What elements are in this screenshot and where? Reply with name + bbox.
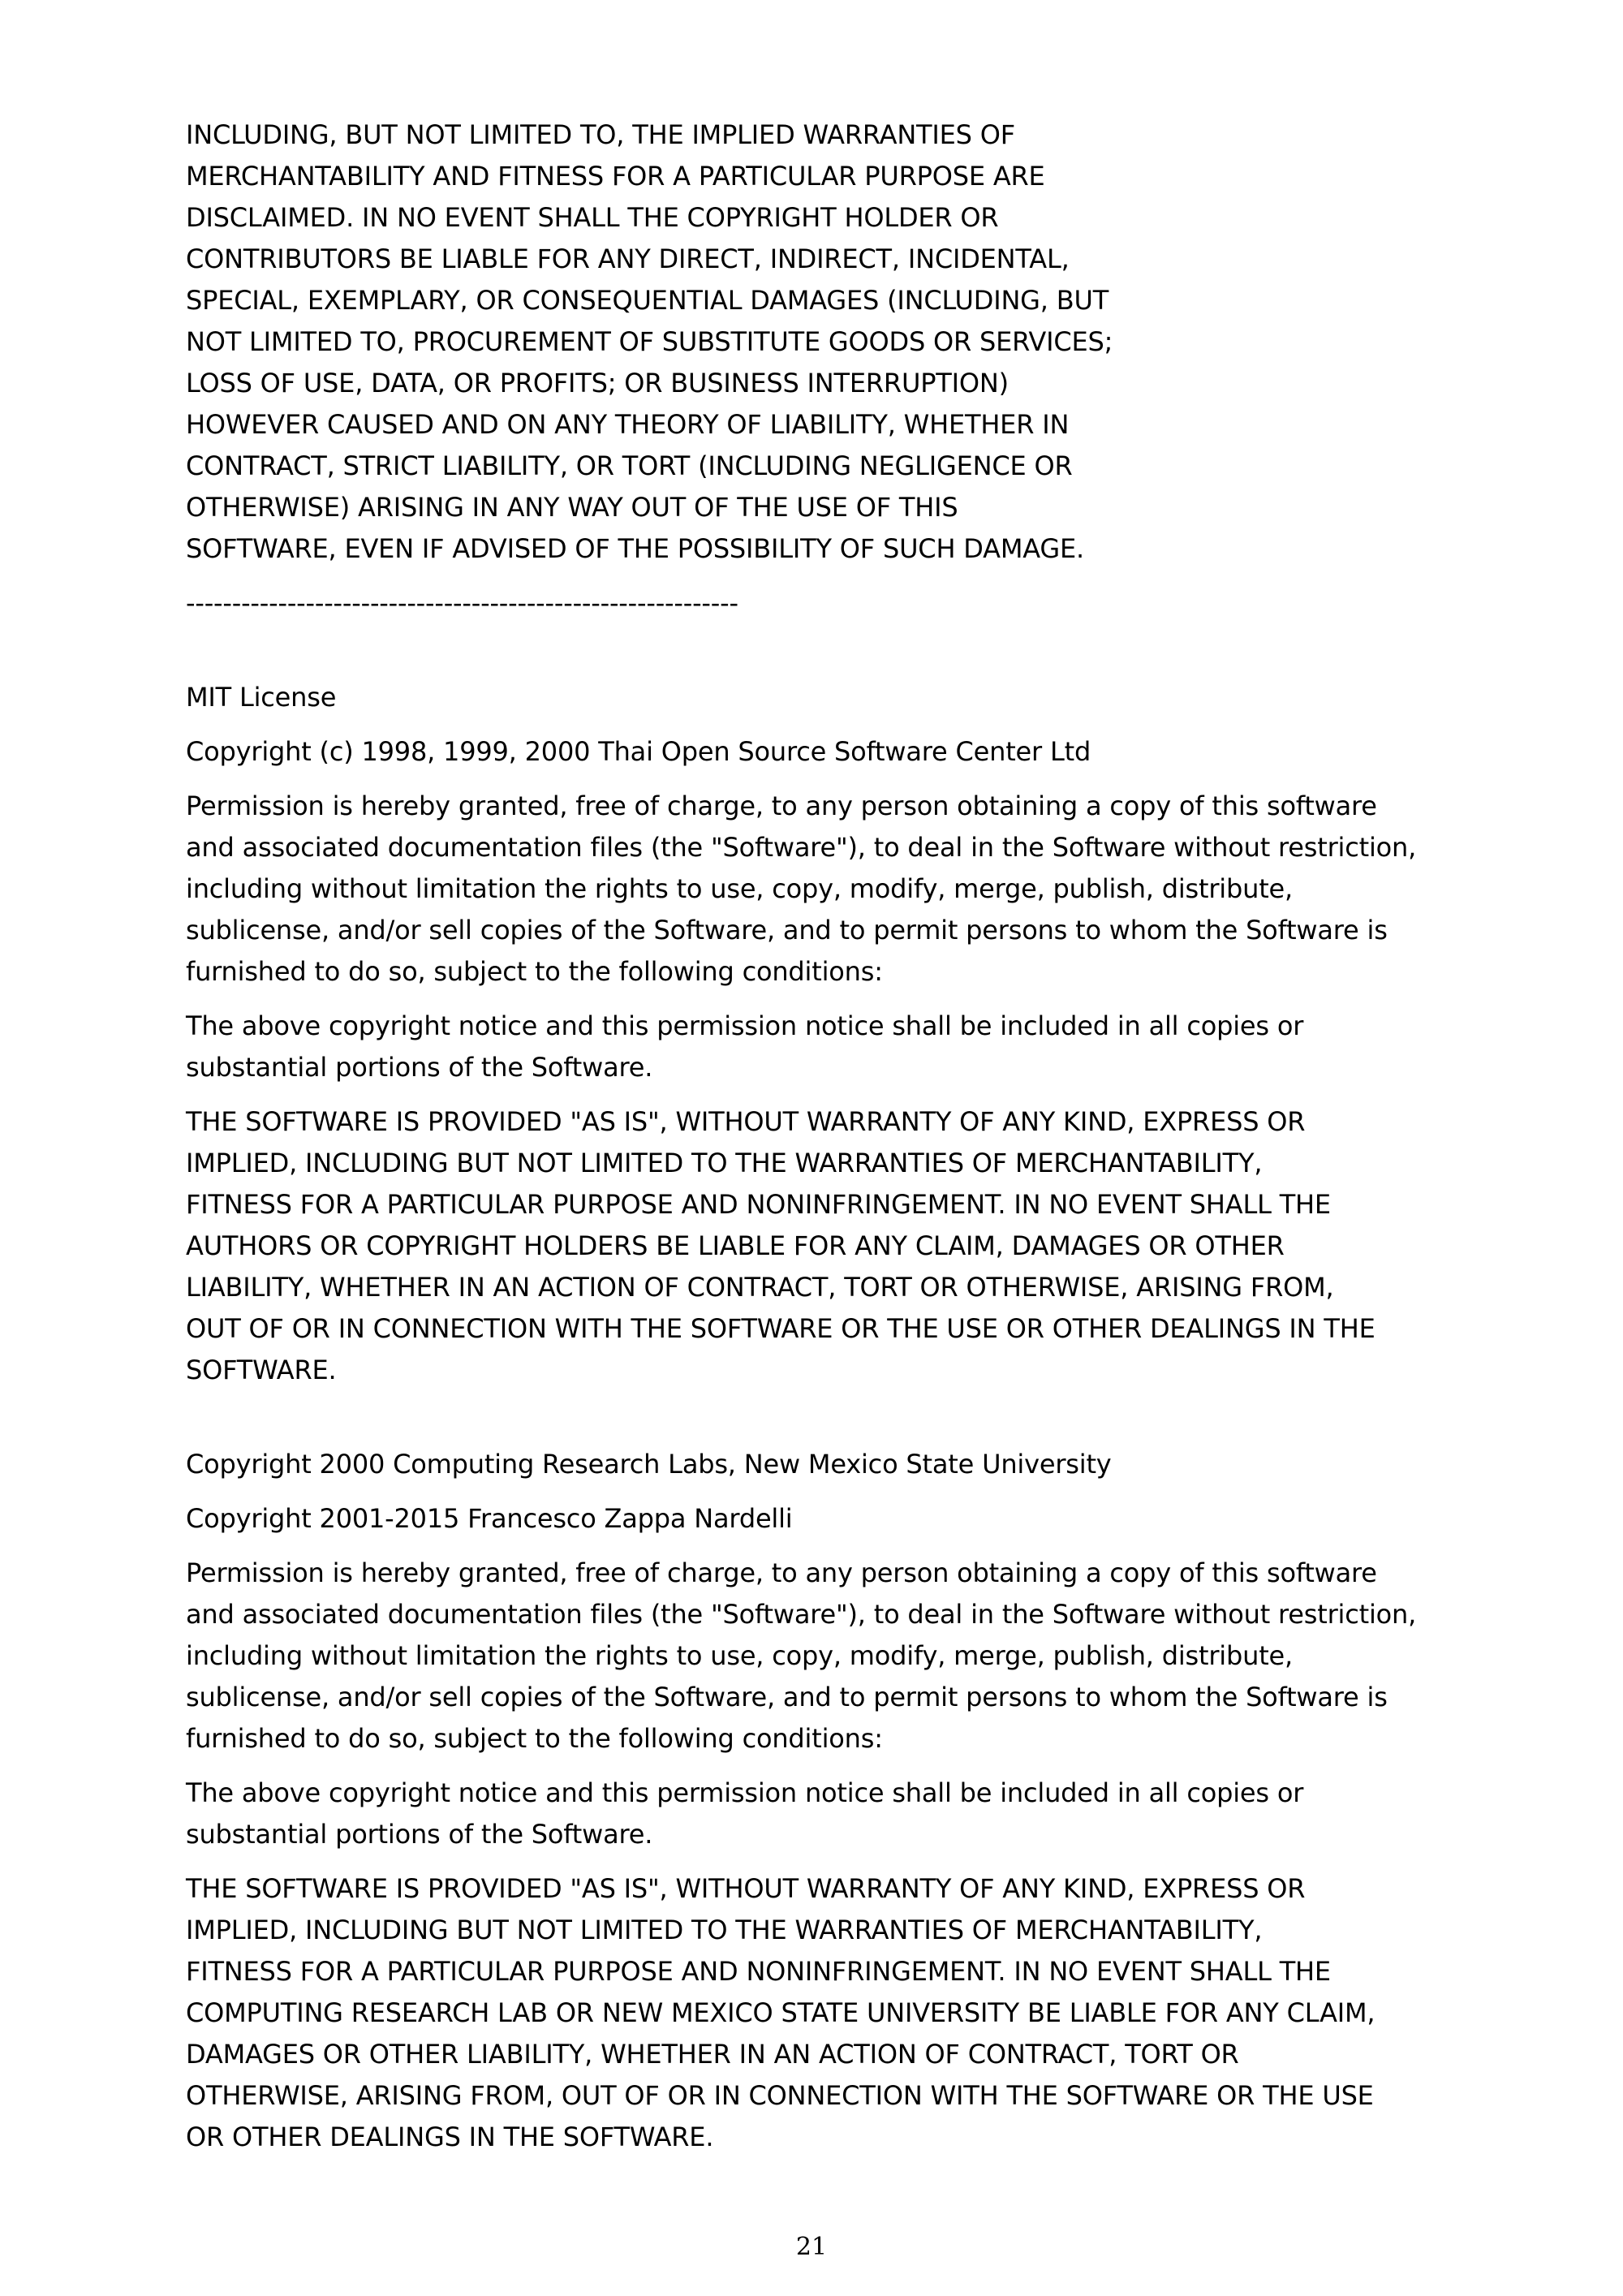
copyright-line: Copyright 2001-2015 Francesco Zappa Nardelli (186, 1503, 793, 1534)
warranty-line: OUT OF OR IN CONNECTION WITH THE SOFTWARE OR THE USE OR OTHER DEALINGS IN THE (186, 1313, 1375, 1344)
warranty-line: AUTHORS OR COPYRIGHT HOLDERS BE LIABLE FOR ANY CLAIM, DAMAGES OR OTHER (186, 1230, 1285, 1261)
separator-text: ------------------------------------------------------------ (186, 588, 738, 618)
permission-line: sublicense, and/or sell copies of the Software, and to permit persons to whom the Software is (186, 915, 1388, 946)
mit-permission-paragraph (186, 786, 1500, 993)
crl-copyright (186, 1444, 1500, 1485)
disclaimer-line: NOT LIMITED TO, PROCUREMENT OF SUBSTITUTE GOODS OR SERVICES; (186, 326, 1113, 357)
warranty-line: OTHERWISE, ARISING FROM, OUT OF OR IN CONNECTION WITH THE SOFTWARE OR THE USE (186, 2080, 1374, 2111)
disclaimer-line: MERCHANTABILITY AND FITNESS FOR A PARTICULAR PURPOSE ARE (186, 161, 1045, 192)
notice-line: The above copyright notice and this permission notice shall be included in all copies or (186, 1777, 1304, 1808)
warranty-line: LIABILITY, WHETHER IN AN ACTION OF CONTRACT, TORT OR OTHERWISE, ARISING FROM, (186, 1272, 1334, 1303)
disclaimer-line: SOFTWARE, EVEN IF ADVISED OF THE POSSIBILITY OF SUCH DAMAGE. (186, 533, 1084, 564)
permission-line: and associated documentation files (the "Software"), to deal in the Software without restriction, (186, 1599, 1417, 1630)
notice-line: substantial portions of the Software. (186, 1819, 653, 1850)
disclaimer-line: HOWEVER CAUSED AND ON ANY THEORY OF LIABILITY, WHETHER IN (186, 409, 1070, 440)
disclaimer-line: OTHERWISE) ARISING IN ANY WAY OUT OF THE USE OF THIS (186, 492, 958, 523)
separator-line (186, 583, 1500, 624)
mit-license-heading (186, 677, 1500, 718)
crl-copyright-2 (186, 1498, 1500, 1540)
warranty-line: IMPLIED, INCLUDING BUT NOT LIMITED TO THE WARRANTIES OF MERCHANTABILITY, (186, 1915, 1263, 1945)
warranty-line: DAMAGES OR OTHER LIABILITY, WHETHER IN AN ACTION OF CONTRACT, TORT OR (186, 2039, 1239, 2070)
permission-line: sublicense, and/or sell copies of the Software, and to permit persons to whom the Software is (186, 1682, 1388, 1712)
warranty-line: THE SOFTWARE IS PROVIDED "AS IS", WITHOUT WARRANTY OF ANY KIND, EXPRESS OR (186, 1106, 1306, 1137)
warranty-line: IMPLIED, INCLUDING BUT NOT LIMITED TO THE WARRANTIES OF MERCHANTABILITY, (186, 1148, 1263, 1178)
permission-line: Permission is hereby granted, free of charge, to any person obtaining a copy of this software (186, 790, 1377, 821)
crl-notice-paragraph (186, 1773, 1500, 1855)
disclaimer-line: SPECIAL, EXEMPLARY, OR CONSEQUENTIAL DAMAGES (INCLUDING, BUT (186, 285, 1109, 316)
notice-line: substantial portions of the Software. (186, 1052, 653, 1083)
warranty-line: FITNESS FOR A PARTICULAR PURPOSE AND NONINFRINGEMENT. IN NO EVENT SHALL THE (186, 1956, 1331, 1987)
warranty-line: COMPUTING RESEARCH LAB OR NEW MEXICO STATE UNIVERSITY BE LIABLE FOR ANY CLAIM, (186, 1997, 1375, 2028)
disclaimer-line: LOSS OF USE, DATA, OR PROFITS; OR BUSINESS INTERRUPTION) (186, 368, 1009, 398)
mit-notice-paragraph (186, 1006, 1500, 1088)
copyright-line: Copyright 2000 Computing Research Labs, New Mexico State University (186, 1449, 1112, 1480)
permission-line: including without limitation the rights to use, copy, modify, merge, publish, distribute, (186, 873, 1293, 904)
copyright-line: Copyright (c) 1998, 1999, 2000 Thai Open Source Software Center Ltd (186, 736, 1091, 767)
crl-warranty-paragraph (186, 1868, 1500, 2158)
permission-line: and associated documentation files (the "Software"), to deal in the Software without restriction, (186, 832, 1417, 863)
warranty-line: FITNESS FOR A PARTICULAR PURPOSE AND NONINFRINGEMENT. IN NO EVENT SHALL THE (186, 1189, 1331, 1220)
crl-permission-paragraph (186, 1553, 1500, 1760)
disclaimer-line: DISCLAIMED. IN NO EVENT SHALL THE COPYRIGHT HOLDER OR (186, 202, 999, 233)
warranty-line: SOFTWARE. (186, 1355, 337, 1385)
warranty-line: OR OTHER DEALINGS IN THE SOFTWARE. (186, 2122, 714, 2152)
disclaimer-line: INCLUDING, BUT NOT LIMITED TO, THE IMPLIED WARRANTIES OF (186, 119, 1015, 150)
permission-line: furnished to do so, subject to the following conditions: (186, 956, 883, 987)
notice-line: The above copyright notice and this permission notice shall be included in all copies or (186, 1010, 1304, 1041)
mit-copyright (186, 731, 1500, 773)
disclaimer-line: CONTRACT, STRICT LIABILITY, OR TORT (INCLUDING NEGLIGENCE OR (186, 450, 1073, 481)
disclaimer-paragraph (186, 114, 1500, 570)
mit-warranty-paragraph (186, 1101, 1500, 1391)
disclaimer-line: CONTRIBUTORS BE LIABLE FOR ANY DIRECT, INDIRECT, INCIDENTAL, (186, 243, 1070, 274)
permission-line: including without limitation the rights to use, copy, modify, merge, publish, distribute, (186, 1640, 1293, 1671)
page-number: 21 (795, 2233, 828, 2261)
license-title: MIT License (186, 682, 337, 713)
warranty-line: THE SOFTWARE IS PROVIDED "AS IS", WITHOUT WARRANTY OF ANY KIND, EXPRESS OR (186, 1873, 1306, 1904)
section-gap (186, 637, 1500, 677)
page-content (186, 114, 1500, 2171)
permission-line: furnished to do so, subject to the following conditions: (186, 1723, 883, 1754)
permission-line: Permission is hereby granted, free of charge, to any person obtaining a copy of this software (186, 1557, 1377, 1588)
section-gap (186, 1404, 1500, 1444)
